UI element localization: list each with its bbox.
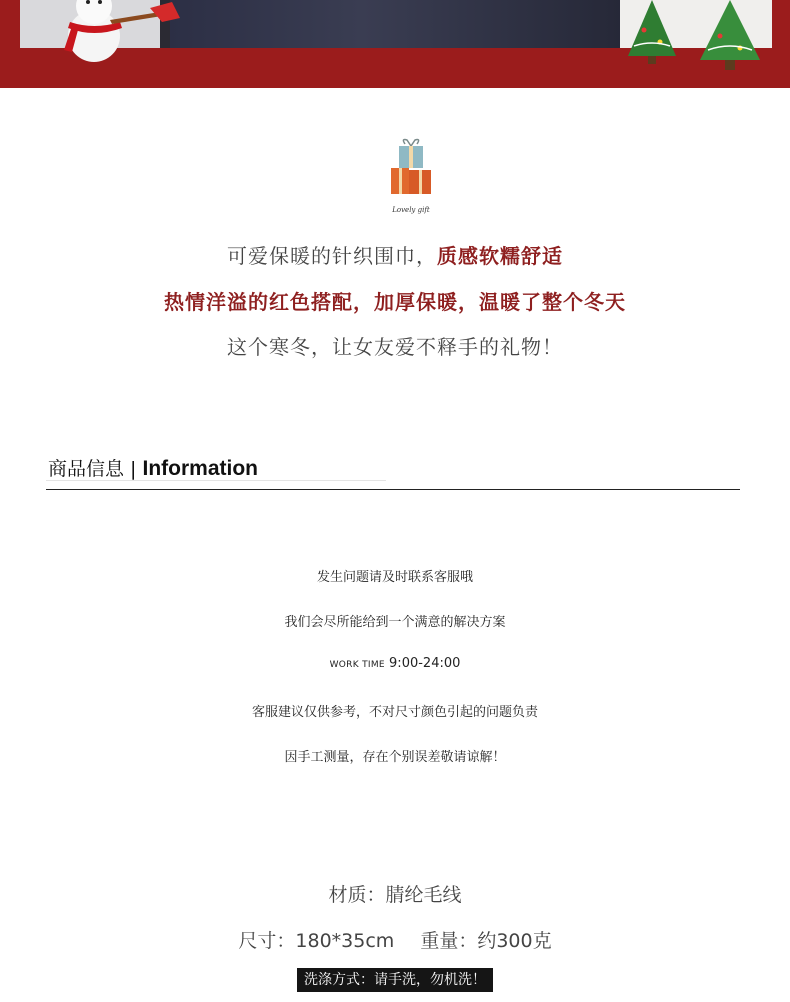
- gift-box-icon: [385, 138, 437, 202]
- intro-line-1: [0, 240, 790, 269]
- intro-line-2: 热情洋溢的红色搭配，加厚保暖，温暖了整个冬天: [164, 290, 626, 314]
- notice-line-1: 发生问题请及时联系客服哦: [316, 570, 473, 585]
- section-title: [48, 454, 258, 481]
- spec-material: 材质：腈纶毛线: [328, 884, 462, 906]
- snowman-icon: [50, 0, 190, 62]
- section-title-en: Information: [142, 457, 258, 480]
- top-banner: [0, 0, 790, 88]
- intro-line-1-plain: 可爱保暖的针织围巾，: [227, 244, 437, 268]
- intro-line-1-accent: 质感软糯舒适: [437, 244, 563, 268]
- intro-line-3: 这个寒冬，让女友爱不释手的礼物！: [227, 335, 563, 359]
- section-divider: [46, 489, 740, 490]
- work-time: [0, 656, 790, 671]
- section-separator: |: [124, 458, 143, 480]
- work-time-value: 9:00-24:00: [384, 656, 461, 671]
- wash-instructions-badge: 洗涤方式：请手洗，勿机洗！: [297, 968, 493, 992]
- notice-line-5: 因手工测量，存在个别误差敬请谅解！: [284, 750, 506, 765]
- spec-weight: 重量：约300克: [420, 930, 552, 952]
- gift-logo: [385, 138, 437, 218]
- section-title-cn: 商品信息: [48, 458, 125, 480]
- christmas-tree-icon: [620, 0, 770, 72]
- notice-line-4: 客服建议仅供参考，不对尺寸颜色引起的问题负责: [251, 705, 538, 720]
- spec-size-weight: [0, 926, 790, 953]
- notice-line-2: 我们会尽所能给到一个满意的解决方案: [284, 615, 506, 630]
- gift-caption: Lovely gift: [392, 206, 430, 214]
- section-divider-light: [46, 480, 386, 481]
- work-time-label: WORK TIME: [329, 660, 385, 670]
- spec-size: 尺寸：180*35cm: [238, 930, 395, 952]
